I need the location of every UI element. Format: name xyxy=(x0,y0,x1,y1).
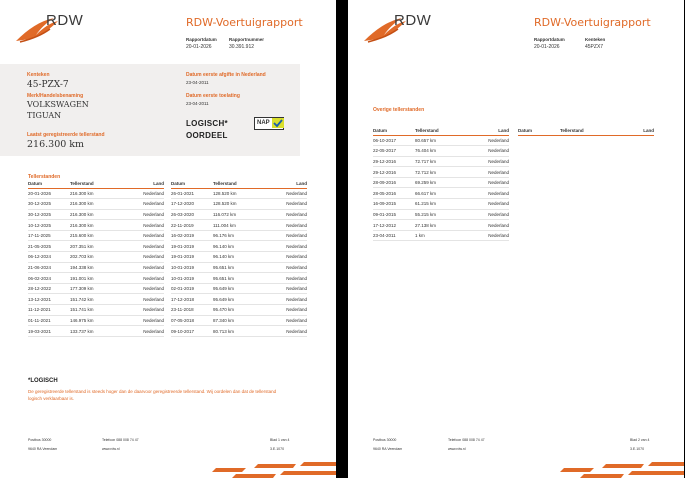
row-country: Nederland xyxy=(120,305,164,316)
plate-value: 45-PZX-7 xyxy=(27,80,69,90)
table-row xyxy=(171,315,307,326)
table-row xyxy=(171,305,307,316)
table-row xyxy=(28,294,164,305)
row-reading: 95.649 km xyxy=(213,283,263,294)
table-row xyxy=(28,199,164,210)
row-date: 19-03-2021 xyxy=(28,326,70,337)
table-row xyxy=(171,241,307,252)
table-row xyxy=(28,252,164,263)
row-reading: 151.742 km xyxy=(70,294,120,305)
footer-phone: Telefoon 088 008 74 47 xyxy=(448,438,485,442)
make-label: Merk/Handelsbenaming xyxy=(27,93,84,99)
other-odometer-section-title: Overige tellerstanden xyxy=(373,107,425,113)
table-row xyxy=(28,315,164,326)
row-date: 19-01-2019 xyxy=(171,252,213,263)
row-country: Nederland xyxy=(263,252,307,263)
row-country: Nederland xyxy=(120,220,164,231)
row-reading: 128.520 km xyxy=(213,199,263,210)
row-reading: 80.713 km xyxy=(213,326,263,337)
table-row xyxy=(373,220,509,231)
row-country: Nederland xyxy=(263,262,307,273)
report-page-1 xyxy=(0,0,336,478)
footer-phone: Telefoon 088 008 74 47 xyxy=(102,438,139,442)
table-row xyxy=(28,273,164,284)
row-reading: 95.470 km xyxy=(213,305,263,316)
other-odometer-table-right xyxy=(518,128,654,136)
footer-address-1: Postbus 30000 xyxy=(373,438,397,442)
column-header-date: Datum xyxy=(518,128,560,135)
table-row xyxy=(171,294,307,305)
row-country: Nederland xyxy=(263,315,307,326)
row-date: 16-02-2019 xyxy=(171,230,213,241)
row-date: 21-06-2024 xyxy=(28,262,70,273)
row-reading: 95.649 km xyxy=(213,294,263,305)
row-date: 28-05-2016 xyxy=(373,188,415,199)
table-row xyxy=(171,273,307,284)
row-date: 02-01-2019 xyxy=(171,283,213,294)
row-reading: 191.001 km xyxy=(70,273,120,284)
row-date: 10-01-2019 xyxy=(171,273,213,284)
table-row xyxy=(28,262,164,273)
nap-badge: NAP xyxy=(254,117,284,130)
document-title: RDW-Voertuigrapport xyxy=(534,16,651,29)
plate-label: Kenteken xyxy=(585,37,606,42)
row-country: Nederland xyxy=(465,209,509,220)
table-row xyxy=(373,167,509,178)
row-reading: 61.215 km xyxy=(415,199,465,210)
table-row xyxy=(373,199,509,210)
row-date: 06-12-2024 xyxy=(28,252,70,263)
report-date-value: 20-01-2026 xyxy=(186,44,212,50)
column-header-date: Datum xyxy=(373,128,415,135)
row-date: 22-05-2017 xyxy=(373,146,415,157)
vehicle-summary-box xyxy=(0,64,300,156)
model-value: TIGUAN xyxy=(27,111,62,120)
table-row xyxy=(171,230,307,241)
row-country: Nederland xyxy=(465,188,509,199)
brand-name: RDW xyxy=(46,12,84,29)
row-country: Nederland xyxy=(120,283,164,294)
row-reading: 72.712 km xyxy=(415,167,465,178)
row-date: 16-09-2015 xyxy=(373,199,415,210)
row-country: Nederland xyxy=(120,209,164,220)
footer-code: 3.E.1070 xyxy=(630,447,645,451)
row-date: 17-12-2018 xyxy=(171,294,213,305)
table-row xyxy=(171,209,307,220)
row-country: Nederland xyxy=(465,199,509,210)
row-country: Nederland xyxy=(465,177,509,188)
last-odometer-value: 216.300 km xyxy=(27,139,85,150)
report-page-2 xyxy=(348,0,684,478)
row-reading: 95.651 km xyxy=(213,273,263,284)
row-date: 07-05-2018 xyxy=(171,315,213,326)
row-country: Nederland xyxy=(120,241,164,252)
row-country: Nederland xyxy=(263,326,307,337)
column-header-reading: Tellerstand xyxy=(415,128,465,135)
column-header-reading: Tellerstand xyxy=(213,181,263,188)
row-date: 23-04-2011 xyxy=(373,230,415,241)
row-date: 20-01-2026 xyxy=(28,188,70,199)
row-reading: 151.741 km xyxy=(70,305,120,316)
row-date: 26-03-2020 xyxy=(171,209,213,220)
row-country: Nederland xyxy=(263,188,307,199)
row-country: Nederland xyxy=(465,230,509,241)
plate-value: 45PZX7 xyxy=(585,44,604,50)
table-row xyxy=(373,188,509,199)
row-date: 13-12-2021 xyxy=(28,294,70,305)
row-reading: 69.259 km xyxy=(415,177,465,188)
table-row xyxy=(171,199,307,210)
check-mark-icon xyxy=(272,118,284,128)
row-reading: 128.520 km xyxy=(213,188,263,199)
table-row xyxy=(373,156,509,167)
row-country: Nederland xyxy=(465,146,509,157)
row-reading: 27.138 km xyxy=(415,220,465,231)
verdict-line-1: LOGISCH* xyxy=(186,119,228,128)
row-date: 06-02-2024 xyxy=(28,273,70,284)
odometer-section-title: Tellerstanden xyxy=(28,174,61,180)
row-date: 26-01-2021 xyxy=(171,188,213,199)
column-header-reading: Tellerstand xyxy=(70,181,120,188)
row-reading: 207.351 km xyxy=(70,241,120,252)
row-country: Nederland xyxy=(263,305,307,316)
row-country: Nederland xyxy=(120,230,164,241)
row-reading: 133.737 km xyxy=(70,326,120,337)
row-country: Nederland xyxy=(120,315,164,326)
row-date: 11-12-2021 xyxy=(28,305,70,316)
row-reading: 1 km xyxy=(415,230,465,241)
table-row xyxy=(171,326,307,337)
column-header-country: Land xyxy=(465,128,509,135)
footer-address-1: Postbus 30000 xyxy=(28,438,52,442)
table-row xyxy=(28,230,164,241)
row-country: Nederland xyxy=(120,294,164,305)
footer-website[interactable]: www.rdw.nl xyxy=(102,447,120,451)
row-reading: 55.215 km xyxy=(415,209,465,220)
plate-label: Kenteken xyxy=(27,72,50,78)
row-date: 09-01-2015 xyxy=(373,209,415,220)
row-date: 23-11-2018 xyxy=(171,305,213,316)
verdict-line-2: OORDEEL xyxy=(186,131,228,140)
row-reading: 216.300 km xyxy=(70,220,120,231)
column-header-country: Land xyxy=(120,181,164,188)
other-odometer-table-left xyxy=(373,128,509,241)
table-row xyxy=(373,230,509,241)
row-reading: 215.600 km xyxy=(70,230,120,241)
footer-address-2: 9640 RA Veendam xyxy=(373,447,403,451)
row-date: 30-12-2025 xyxy=(28,199,70,210)
table-row xyxy=(171,283,307,294)
row-reading: 116.072 km xyxy=(213,209,263,220)
row-date: 10-12-2025 xyxy=(28,220,70,231)
logic-note-text: De geregistreerde tellerstand is steeds hoger dan de daarvoor geregistreerde tellerstand. Wij oordelen dan dat de tellerstand logisch verklaarbaar is. xyxy=(28,389,277,401)
row-date: 17-12-2020 xyxy=(171,199,213,210)
column-header-date: Datum xyxy=(28,181,70,188)
last-odometer-label: Laatst geregistreerde tellerstand xyxy=(27,132,105,138)
row-country: Nederland xyxy=(120,262,164,273)
table-row xyxy=(373,146,509,157)
row-date: 28-09-2016 xyxy=(373,177,415,188)
table-row xyxy=(28,220,164,231)
logic-note-title: *LOGISCH xyxy=(28,378,58,384)
row-country: Nederland xyxy=(465,135,509,146)
table-row xyxy=(28,283,164,294)
footer-website[interactable]: www.rdw.nl xyxy=(448,447,466,451)
row-reading: 95.651 km xyxy=(213,262,263,273)
row-reading: 202.703 km xyxy=(70,252,120,263)
row-country: Nederland xyxy=(263,294,307,305)
table-row xyxy=(28,188,164,199)
row-date: 21-05-2025 xyxy=(28,241,70,252)
row-date: 17-12-2012 xyxy=(373,220,415,231)
row-reading: 216.300 km xyxy=(70,188,120,199)
table-row xyxy=(28,326,164,337)
column-header-country: Land xyxy=(263,181,307,188)
row-reading: 66.617 km xyxy=(415,188,465,199)
odometer-table-left xyxy=(28,181,164,337)
table-row xyxy=(373,209,509,220)
row-country: Nederland xyxy=(263,241,307,252)
report-number-value: 30.391.912 xyxy=(229,44,255,50)
row-reading: 146.975 km xyxy=(70,315,120,326)
first-nl-label: Datum eerste afgifte in Nederland xyxy=(186,72,266,78)
row-reading: 96.140 km xyxy=(213,252,263,263)
decorative-stripes-icon xyxy=(196,462,336,478)
row-date: 28-12-2022 xyxy=(28,283,70,294)
table-row xyxy=(171,188,307,199)
footer-address-2: 9640 RA Veendam xyxy=(28,447,58,451)
column-header-country: Land xyxy=(610,128,654,135)
row-date: 17-11-2025 xyxy=(28,230,70,241)
make-value: VOLKSWAGEN xyxy=(27,100,89,109)
row-country: Nederland xyxy=(263,220,307,231)
row-date: 10-01-2019 xyxy=(171,262,213,273)
row-date: 01-11-2021 xyxy=(28,315,70,326)
row-date: 06-10-2017 xyxy=(373,135,415,146)
first-nl-value: 23-04-2011 xyxy=(186,80,209,85)
footer-code: 3.E.1070 xyxy=(270,447,285,451)
report-number-label: Rapportnummer xyxy=(229,37,265,42)
table-row xyxy=(171,220,307,231)
footer-page-number: Blad 1 van 4 xyxy=(270,438,290,442)
column-header-reading: Tellerstand xyxy=(560,128,610,135)
row-country: Nederland xyxy=(263,230,307,241)
brand-name: RDW xyxy=(394,12,432,29)
report-date-label: Rapportdatum xyxy=(186,37,217,42)
row-date: 19-01-2019 xyxy=(171,241,213,252)
column-header-date: Datum xyxy=(171,181,213,188)
row-date: 30-12-2025 xyxy=(28,209,70,220)
table-row xyxy=(373,177,509,188)
row-country: Nederland xyxy=(263,209,307,220)
table-row xyxy=(28,209,164,220)
row-date: 29-12-2016 xyxy=(373,167,415,178)
row-reading: 216.300 km xyxy=(70,199,120,210)
table-row xyxy=(171,252,307,263)
report-date-label: Rapportdatum xyxy=(534,37,565,42)
row-country: Nederland xyxy=(263,199,307,210)
first-admission-value: 23-04-2011 xyxy=(186,101,209,106)
row-reading: 96.176 km xyxy=(213,230,263,241)
table-row xyxy=(373,135,509,146)
row-date: 22-11-2019 xyxy=(171,220,213,231)
row-reading: 111.004 km xyxy=(213,220,263,231)
decorative-stripes-icon xyxy=(544,462,684,478)
report-date-value: 20-01-2026 xyxy=(534,44,560,50)
footer-page-number: Blad 2 van 4 xyxy=(630,438,650,442)
row-reading: 194.338 km xyxy=(70,262,120,273)
row-country: Nederland xyxy=(120,188,164,199)
row-country: Nederland xyxy=(263,273,307,284)
odometer-table-right xyxy=(171,181,307,337)
first-admission-label: Datum eerste toelating xyxy=(186,93,240,99)
row-country: Nederland xyxy=(465,167,509,178)
row-country: Nederland xyxy=(120,199,164,210)
row-country: Nederland xyxy=(263,283,307,294)
row-reading: 96.140 km xyxy=(213,241,263,252)
row-reading: 80.657 km xyxy=(415,135,465,146)
row-reading: 177.309 km xyxy=(70,283,120,294)
row-reading: 76.404 km xyxy=(415,146,465,157)
table-row xyxy=(171,262,307,273)
row-country: Nederland xyxy=(120,252,164,263)
row-reading: 216.300 km xyxy=(70,209,120,220)
row-reading: 87.340 km xyxy=(213,315,263,326)
row-date: 29-12-2016 xyxy=(373,156,415,167)
row-country: Nederland xyxy=(120,326,164,337)
row-country: Nederland xyxy=(465,156,509,167)
table-row xyxy=(28,305,164,316)
row-country: Nederland xyxy=(465,220,509,231)
row-reading: 72.717 km xyxy=(415,156,465,167)
row-country: Nederland xyxy=(120,273,164,284)
table-row xyxy=(28,241,164,252)
document-title: RDW-Voertuigrapport xyxy=(186,16,303,29)
row-date: 09-10-2017 xyxy=(171,326,213,337)
